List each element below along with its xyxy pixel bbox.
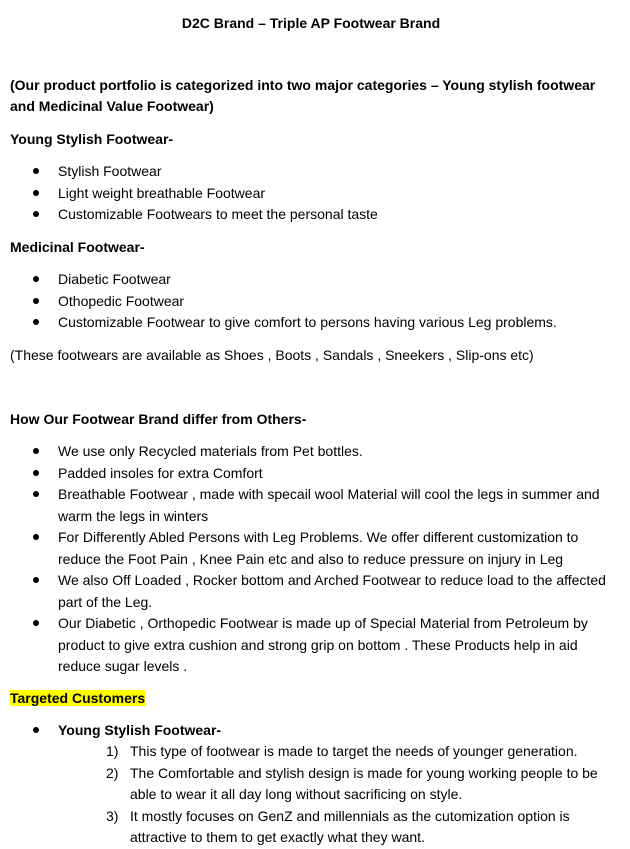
differ-heading: How Our Footwear Brand differ from Others-	[10, 411, 307, 427]
item-text: The Comfortable and stylish design is made for young working people to be able to wear it all day long without sacrificing on style.	[130, 764, 598, 802]
item-number: 2)	[106, 764, 119, 781]
targeted-heading: Targeted Customers	[10, 690, 146, 706]
list-item-text: For Differently Abled Persons with Leg Problems. We offer different customization to reduce the Foot Pain , Knee Pain etc and also to reduce pressure on injury in Leg	[58, 529, 579, 567]
list-item-text: Breathable Footwear , made with specail wool Material will cool the legs in summer and warm the legs in winters	[58, 486, 600, 524]
bullet-icon	[33, 491, 39, 497]
list-item	[0, 291, 616, 313]
item-text: This type of footwear is made to target the needs of younger generation.	[130, 743, 578, 759]
numbered-item	[0, 763, 616, 806]
list-item-text: Our Diabetic , Orthopedic Footwear is made up of Special Material from Petroleum by product to give extra cushion and strong grip on bottom . These Products help in aid reduce sugar levels .	[58, 615, 588, 674]
list-item-text: We also Off Loaded , Rocker bottom and Arched Footwear to reduce load to the affected part of the Leg.	[58, 572, 606, 610]
young-list	[0, 161, 616, 226]
list-item-text: Othopedic Footwear	[58, 292, 185, 309]
availability-note: (These footwears are available as Shoes , Boots , Sandals , Sneekers , Slip-ons etc)	[10, 347, 534, 363]
list-item-text: Padded insoles for extra Comfort	[58, 464, 263, 481]
targeted-list	[0, 720, 616, 742]
list-item	[0, 527, 616, 570]
list-item	[0, 720, 616, 742]
list-item	[0, 570, 616, 613]
item-number: 3)	[106, 807, 119, 824]
list-item	[0, 269, 616, 291]
numbered-item	[0, 806, 616, 849]
bullet-icon	[33, 577, 39, 583]
bullet-icon	[33, 298, 39, 304]
list-item	[0, 463, 616, 485]
item-number: 1)	[106, 743, 119, 759]
list-item	[0, 312, 616, 334]
bullet-icon	[33, 620, 39, 626]
list-item-text: Customizable Footwears to meet the personal taste	[58, 206, 378, 222]
bullet-icon	[33, 448, 39, 454]
medicinal-list	[0, 269, 616, 334]
list-item-text: Diabetic Footwear	[58, 271, 171, 287]
numbered-item	[0, 741, 616, 763]
bullet-icon	[33, 470, 39, 476]
item-text: It mostly focuses on GenZ and millennials as the cutomization option is attractive to them to get exactly what they want.	[130, 807, 570, 845]
list-item	[0, 441, 616, 463]
bullet-icon	[33, 727, 39, 733]
bullet-icon	[33, 319, 39, 325]
list-item	[0, 204, 616, 226]
list-item-text: Light weight breathable Footwear	[58, 184, 266, 201]
young-heading: Young Stylish Footwear-	[10, 131, 174, 147]
list-item-text: Customizable Footwear to give comfort to persons having various Leg problems.	[58, 314, 557, 330]
targeted-points	[0, 741, 616, 849]
list-item-text: Stylish Footwear	[58, 163, 162, 179]
bullet-icon	[33, 168, 39, 174]
list-item	[0, 183, 616, 205]
differ-list	[0, 441, 616, 678]
bullet-icon	[33, 534, 39, 540]
list-item	[0, 161, 616, 183]
list-item	[0, 613, 616, 678]
list-item	[0, 484, 616, 527]
bullet-icon	[33, 190, 39, 196]
bullet-icon	[33, 211, 39, 217]
list-item-text: We use only Recycled materials from Pet bottles.	[58, 443, 363, 459]
targeted-heading-row	[10, 688, 616, 709]
bullet-icon	[33, 276, 39, 282]
intro-paragraph: (Our product portfolio is categorized into two major categories – Young stylish footwear and Medicinal Value Footwear)	[10, 77, 596, 114]
medicinal-heading: Medicinal Footwear-	[10, 239, 145, 255]
list-item-text: Young Stylish Footwear-	[58, 722, 222, 738]
document-title: D2C Brand – Triple AP Footwear Brand	[181, 15, 441, 31]
